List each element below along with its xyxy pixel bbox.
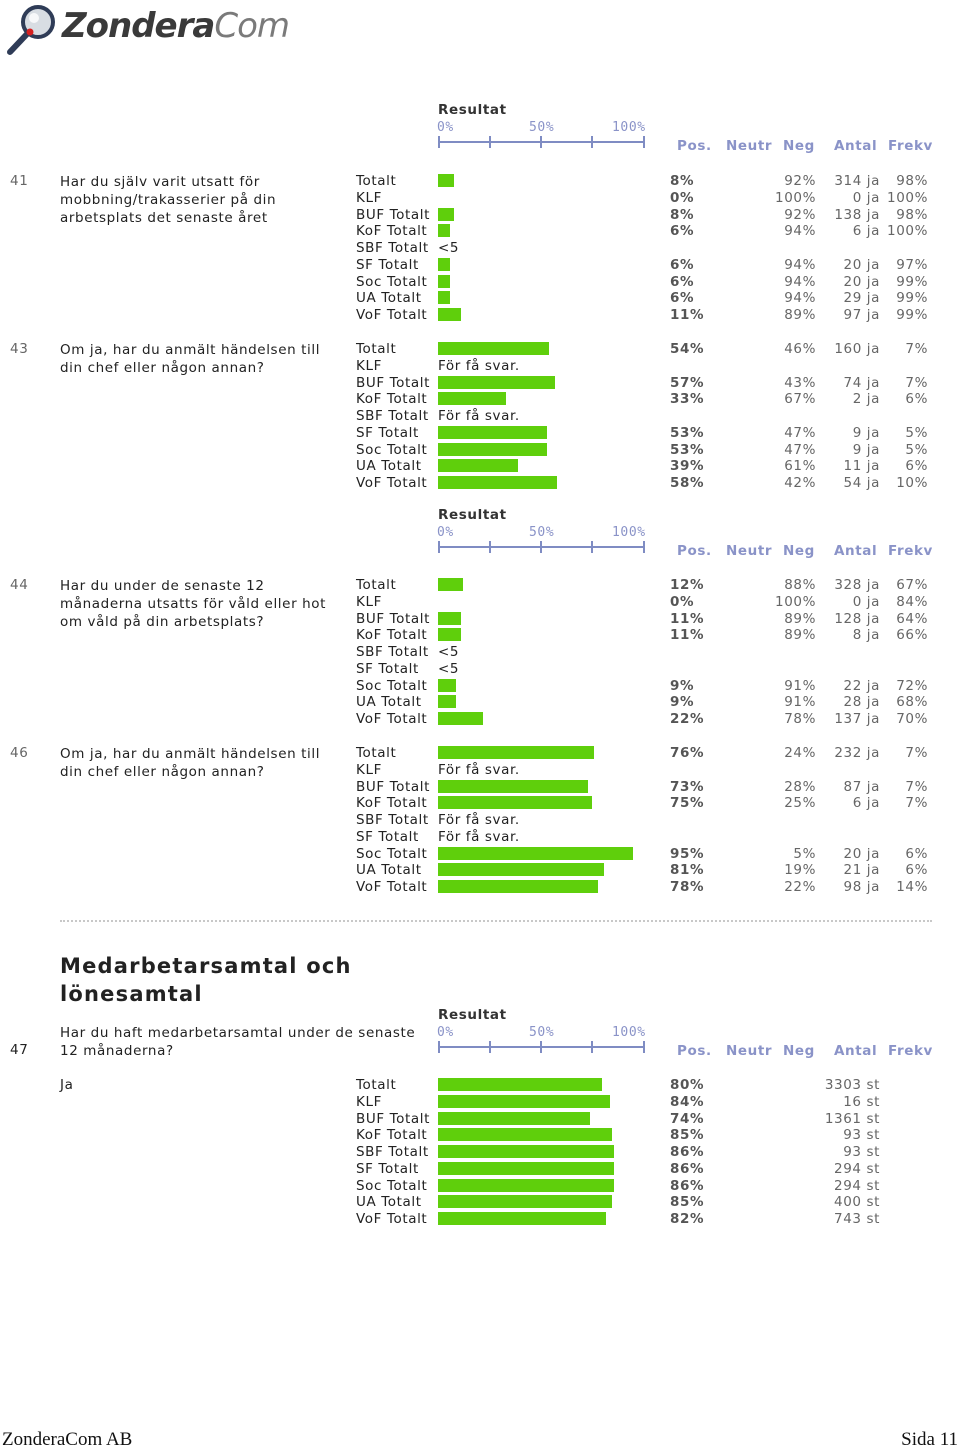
brand-name-main: Zondera: [62, 6, 215, 46]
brand-name: [62, 6, 289, 46]
question-number: 44: [10, 577, 29, 593]
response-frequency: 67%: [896, 577, 928, 593]
positive-percent: 6%: [670, 256, 695, 273]
question-text: Har du själv varit utsatt för mobbning/trakasserier på din arbetsplats det senaste året: [60, 174, 277, 226]
response-frequency: 7%: [905, 745, 928, 761]
answer-count: 87 ja: [843, 778, 880, 795]
answer-count: 29 ja: [843, 290, 880, 307]
response-frequency: 5%: [905, 441, 928, 458]
result-bar: [438, 426, 547, 439]
footer-page-number: Sida 11: [901, 1429, 958, 1450]
positive-percent: 74%: [670, 1110, 705, 1127]
answer-count: 137 ja: [834, 711, 880, 727]
scale-label: 50%: [529, 1025, 555, 1040]
positive-percent: 9%: [670, 677, 695, 694]
response-frequency: 98%: [896, 206, 928, 223]
row-label: KoF Totalt: [356, 391, 428, 408]
negative-percent: 94%: [784, 223, 816, 240]
answer-count: 2 ja: [852, 391, 880, 408]
row-label: UA Totalt: [356, 290, 422, 307]
negative-percent: 89%: [784, 627, 816, 644]
section-title: Medarbetarsamtal och lönesamtal: [60, 954, 352, 1006]
axis-tick: [591, 136, 593, 148]
axis-tick: [643, 1041, 645, 1053]
negative-percent: 22%: [784, 879, 816, 895]
row-label: KLF: [356, 357, 382, 374]
answer-count: 16 st: [843, 1093, 880, 1110]
scale-axis: [438, 541, 645, 553]
too-few-answers-note: För få svar.: [438, 357, 520, 374]
result-bar: [438, 880, 598, 893]
result-bar: [438, 1145, 614, 1158]
column-header: Neg: [783, 543, 815, 559]
positive-percent: 58%: [670, 475, 705, 491]
answer-count: 11 ja: [843, 458, 880, 475]
result-bar: [438, 291, 450, 304]
answer-count: 400 st: [834, 1194, 880, 1211]
answer-count: 20 ja: [843, 845, 880, 862]
answer-count: 54 ja: [843, 475, 880, 491]
negative-percent: 92%: [784, 173, 816, 189]
response-frequency: 7%: [905, 795, 928, 812]
positive-percent: 11%: [670, 307, 705, 323]
answer-count: 93 st: [843, 1127, 880, 1144]
scale-label: 0%: [437, 1025, 454, 1040]
axis-tick: [489, 136, 491, 148]
result-bar: [438, 1179, 614, 1192]
axis-tick: [643, 541, 645, 553]
result-bar: [438, 224, 450, 237]
too-few-answers-note: För få svar.: [438, 408, 520, 424]
negative-percent: 89%: [784, 610, 816, 627]
result-header-title: Resultat: [438, 102, 507, 118]
result-bar: [438, 174, 454, 187]
positive-percent: 22%: [670, 711, 705, 727]
answer-count: 232 ja: [834, 745, 880, 761]
positive-percent: 11%: [670, 627, 705, 644]
positive-percent: 6%: [670, 273, 695, 290]
negative-percent: 78%: [784, 711, 816, 727]
result-bar: [438, 208, 454, 221]
response-frequency: 6%: [905, 391, 928, 408]
response-frequency: 10%: [896, 475, 928, 491]
axis-tick: [438, 541, 440, 553]
positive-percent: 81%: [670, 862, 705, 879]
negative-percent: 100%: [775, 593, 816, 610]
answer-count: 314 ja: [834, 173, 880, 189]
response-frequency: 97%: [896, 256, 928, 273]
answer-count: 1361 st: [824, 1110, 880, 1127]
answer-count: 294 st: [834, 1177, 880, 1194]
negative-percent: 94%: [784, 256, 816, 273]
result-bar: [438, 612, 461, 625]
row-label: KoF Totalt: [356, 627, 428, 644]
answer-count: 6 ja: [852, 795, 880, 812]
negative-percent: 88%: [784, 577, 816, 593]
answer-count: 0 ja: [852, 189, 880, 206]
result-bar: [438, 1195, 612, 1208]
answer-option: Ja: [60, 1077, 74, 1093]
axis-tick: [489, 541, 491, 553]
row-label: SF Totalt: [356, 424, 419, 441]
row-label: VoF Totalt: [356, 475, 428, 491]
column-header: Antal: [834, 543, 878, 559]
less-than-five-note: <5: [438, 644, 460, 660]
positive-percent: 9%: [670, 694, 695, 711]
positive-percent: 85%: [670, 1194, 705, 1211]
positive-percent: 12%: [670, 577, 705, 593]
question-text: Om ja, har du anmält händelsen till din chef eller någon annan?: [60, 746, 321, 780]
answer-count: 294 st: [834, 1160, 880, 1177]
response-frequency: 99%: [896, 290, 928, 307]
result-bar: [438, 746, 594, 759]
column-header: Frekv: [888, 138, 933, 154]
response-frequency: 72%: [896, 677, 928, 694]
scale-label: 100%: [612, 525, 646, 540]
too-few-answers-note: För få svar.: [438, 828, 520, 845]
answer-count: 93 st: [843, 1144, 880, 1160]
result-bar: [438, 275, 450, 288]
axis-tick: [643, 136, 645, 148]
negative-percent: 43%: [784, 374, 816, 391]
result-bar: [438, 695, 456, 708]
row-label: BUF Totalt: [356, 778, 431, 795]
negative-percent: 24%: [784, 745, 816, 761]
column-header: Pos.: [677, 1043, 712, 1059]
result-bar: [438, 578, 463, 591]
row-label: SF Totalt: [356, 1160, 419, 1177]
negative-percent: 92%: [784, 206, 816, 223]
row-label: Totalt: [356, 341, 397, 357]
positive-percent: 8%: [670, 206, 695, 223]
column-header: Neutr: [726, 138, 773, 154]
row-label: Soc Totalt: [356, 1177, 428, 1194]
positive-percent: 86%: [670, 1144, 705, 1160]
answer-count: 6 ja: [852, 223, 880, 240]
magnifier-logo-icon: [4, 2, 64, 60]
answer-count: 3303 st: [824, 1077, 880, 1093]
positive-percent: 0%: [670, 593, 695, 610]
result-bar: [438, 1095, 610, 1108]
answer-count: 743 st: [834, 1211, 880, 1227]
result-bar: [438, 1162, 614, 1175]
response-frequency: 70%: [896, 711, 928, 727]
zonderacom-logo: [4, 2, 294, 60]
positive-percent: 86%: [670, 1177, 705, 1194]
answer-count: 0 ja: [852, 593, 880, 610]
column-header: Pos.: [677, 138, 712, 154]
result-bar: [438, 679, 456, 692]
negative-percent: 100%: [775, 189, 816, 206]
too-few-answers-note: För få svar.: [438, 761, 520, 778]
positive-percent: 39%: [670, 458, 705, 475]
row-label: Totalt: [356, 745, 397, 761]
too-few-answers-note: För få svar.: [438, 812, 520, 828]
scale-axis: [438, 1041, 645, 1053]
row-label: KLF: [356, 189, 382, 206]
positive-percent: 82%: [670, 1211, 705, 1227]
column-header: Neg: [783, 1043, 815, 1059]
question-number: 43: [10, 341, 29, 357]
positive-percent: 95%: [670, 845, 705, 862]
row-label: KoF Totalt: [356, 795, 428, 812]
response-frequency: 6%: [905, 458, 928, 475]
axis-tick: [438, 136, 440, 148]
result-bar: [438, 258, 450, 271]
result-bar: [438, 863, 604, 876]
response-frequency: 7%: [905, 778, 928, 795]
row-label: SBF Totalt: [356, 1144, 429, 1160]
result-bar: [438, 1078, 602, 1091]
negative-percent: 61%: [784, 458, 816, 475]
result-bar: [438, 847, 633, 860]
result-bar: [438, 476, 557, 489]
negative-percent: 46%: [784, 341, 816, 357]
negative-percent: 25%: [784, 795, 816, 812]
positive-percent: 6%: [670, 290, 695, 307]
result-bar: [438, 796, 592, 809]
response-frequency: 100%: [887, 223, 928, 240]
negative-percent: 47%: [784, 441, 816, 458]
response-frequency: 64%: [896, 610, 928, 627]
row-label: BUF Totalt: [356, 206, 431, 223]
column-header: Neutr: [726, 1043, 773, 1059]
footer-company: ZonderaCom AB: [2, 1429, 133, 1450]
row-label: BUF Totalt: [356, 374, 431, 391]
row-label: Soc Totalt: [356, 845, 428, 862]
row-label: Soc Totalt: [356, 273, 428, 290]
column-header: Antal: [834, 138, 878, 154]
row-label: KoF Totalt: [356, 223, 428, 240]
negative-percent: 42%: [784, 475, 816, 491]
negative-percent: 91%: [784, 677, 816, 694]
answer-count: 97 ja: [843, 307, 880, 323]
negative-percent: 94%: [784, 290, 816, 307]
response-frequency: 6%: [905, 845, 928, 862]
positive-percent: 75%: [670, 795, 705, 812]
row-label: UA Totalt: [356, 1194, 422, 1211]
row-label: KoF Totalt: [356, 1127, 428, 1144]
negative-percent: 94%: [784, 273, 816, 290]
row-label: SBF Totalt: [356, 240, 429, 256]
result-bar: [438, 1112, 590, 1125]
column-header: Pos.: [677, 543, 712, 559]
response-frequency: 14%: [896, 879, 928, 895]
answer-count: 9 ja: [852, 424, 880, 441]
axis-tick: [540, 1041, 542, 1053]
response-frequency: 7%: [905, 374, 928, 391]
row-label: Totalt: [356, 577, 397, 593]
row-label: SBF Totalt: [356, 408, 429, 424]
scale-axis: [438, 136, 645, 148]
row-label: KLF: [356, 593, 382, 610]
positive-percent: 53%: [670, 424, 705, 441]
response-frequency: 84%: [896, 593, 928, 610]
result-bar: [438, 392, 506, 405]
answer-count: 98 ja: [843, 879, 880, 895]
response-frequency: 6%: [905, 862, 928, 879]
row-label: UA Totalt: [356, 862, 422, 879]
response-frequency: 99%: [896, 307, 928, 323]
row-label: VoF Totalt: [356, 711, 428, 727]
row-label: SF Totalt: [356, 660, 419, 677]
column-header: Antal: [834, 1043, 878, 1059]
response-frequency: 68%: [896, 694, 928, 711]
positive-percent: 11%: [670, 610, 705, 627]
negative-percent: 28%: [784, 778, 816, 795]
answer-count: 20 ja: [843, 256, 880, 273]
answer-count: 74 ja: [843, 374, 880, 391]
result-bar: [438, 459, 518, 472]
positive-percent: 73%: [670, 778, 705, 795]
row-label: VoF Totalt: [356, 1211, 428, 1227]
scale-label: 0%: [437, 525, 454, 540]
answer-count: 328 ja: [834, 577, 880, 593]
negative-percent: 47%: [784, 424, 816, 441]
positive-percent: 8%: [670, 173, 695, 189]
positive-percent: 76%: [670, 745, 705, 761]
positive-percent: 6%: [670, 223, 695, 240]
row-label: SF Totalt: [356, 828, 419, 845]
row-label: SBF Totalt: [356, 644, 429, 660]
result-bar: [438, 1212, 606, 1225]
answer-count: 9 ja: [852, 441, 880, 458]
row-label: SF Totalt: [356, 256, 419, 273]
less-than-five-note: <5: [438, 660, 460, 677]
result-bar: [438, 308, 461, 321]
row-label: KLF: [356, 1093, 382, 1110]
brand-name-suffix: Com: [214, 6, 289, 46]
response-frequency: 98%: [896, 173, 928, 189]
result-bar: [438, 628, 461, 641]
result-bar: [438, 443, 547, 456]
question-number: 41: [10, 173, 29, 189]
answer-count: 22 ja: [843, 677, 880, 694]
result-bar: [438, 376, 555, 389]
response-frequency: 5%: [905, 424, 928, 441]
negative-percent: 19%: [784, 862, 816, 879]
positive-percent: 78%: [670, 879, 705, 895]
answer-count: 160 ja: [834, 341, 880, 357]
positive-percent: 54%: [670, 341, 705, 357]
axis-tick: [591, 541, 593, 553]
result-bar: [438, 712, 483, 725]
positive-percent: 84%: [670, 1093, 705, 1110]
axis-tick: [540, 541, 542, 553]
result-bar: [438, 780, 588, 793]
axis-tick: [438, 1041, 440, 1053]
positive-percent: 57%: [670, 374, 705, 391]
answer-count: 20 ja: [843, 273, 880, 290]
answer-count: 128 ja: [834, 610, 880, 627]
question-text: Om ja, har du anmält händelsen till din chef eller någon annan?: [60, 342, 321, 376]
axis-tick: [489, 1041, 491, 1053]
column-header: Neutr: [726, 543, 773, 559]
section-separator: [60, 920, 932, 922]
negative-percent: 91%: [784, 694, 816, 711]
positive-percent: 80%: [670, 1077, 705, 1093]
negative-percent: 67%: [784, 391, 816, 408]
row-label: Soc Totalt: [356, 441, 428, 458]
positive-percent: 53%: [670, 441, 705, 458]
result-header-title: Resultat: [438, 1007, 507, 1023]
scale-label: 50%: [529, 525, 555, 540]
row-label: UA Totalt: [356, 694, 422, 711]
positive-percent: 33%: [670, 391, 705, 408]
positive-percent: 0%: [670, 189, 695, 206]
negative-percent: 89%: [784, 307, 816, 323]
scale-label: 100%: [612, 120, 646, 135]
response-frequency: 7%: [905, 341, 928, 357]
row-label: BUF Totalt: [356, 610, 431, 627]
positive-percent: 85%: [670, 1127, 705, 1144]
row-label: SBF Totalt: [356, 812, 429, 828]
question-text: Har du haft medarbetarsamtal under de senaste 12 månaderna?: [60, 1025, 416, 1059]
less-than-five-note: <5: [438, 240, 460, 256]
row-label: Totalt: [356, 1077, 397, 1093]
row-label: KLF: [356, 761, 382, 778]
column-header: Frekv: [888, 543, 933, 559]
scale-label: 0%: [437, 120, 454, 135]
row-label: Soc Totalt: [356, 677, 428, 694]
answer-count: 28 ja: [843, 694, 880, 711]
result-bar: [438, 342, 549, 355]
result-bar: [438, 1128, 612, 1141]
response-frequency: 100%: [887, 189, 928, 206]
response-frequency: 66%: [896, 627, 928, 644]
answer-count: 21 ja: [843, 862, 880, 879]
row-label: VoF Totalt: [356, 307, 428, 323]
question-number: 46: [10, 745, 29, 761]
axis-tick: [591, 1041, 593, 1053]
answer-count: 138 ja: [834, 206, 880, 223]
negative-percent: 5%: [793, 845, 816, 862]
column-header: Neg: [783, 138, 815, 154]
row-label: VoF Totalt: [356, 879, 428, 895]
scale-label: 100%: [612, 1025, 646, 1040]
question-number: 47: [10, 1042, 29, 1058]
question-text: Har du under de senaste 12 månaderna utsatts för våld eller hot om våld på din arbetsplats?: [60, 578, 327, 630]
response-frequency: 99%: [896, 273, 928, 290]
row-label: UA Totalt: [356, 458, 422, 475]
row-label: BUF Totalt: [356, 1110, 431, 1127]
result-header-title: Resultat: [438, 507, 507, 523]
row-label: Totalt: [356, 173, 397, 189]
column-header: Frekv: [888, 1043, 933, 1059]
answer-count: 8 ja: [852, 627, 880, 644]
positive-percent: 86%: [670, 1160, 705, 1177]
scale-label: 50%: [529, 120, 555, 135]
axis-tick: [540, 136, 542, 148]
